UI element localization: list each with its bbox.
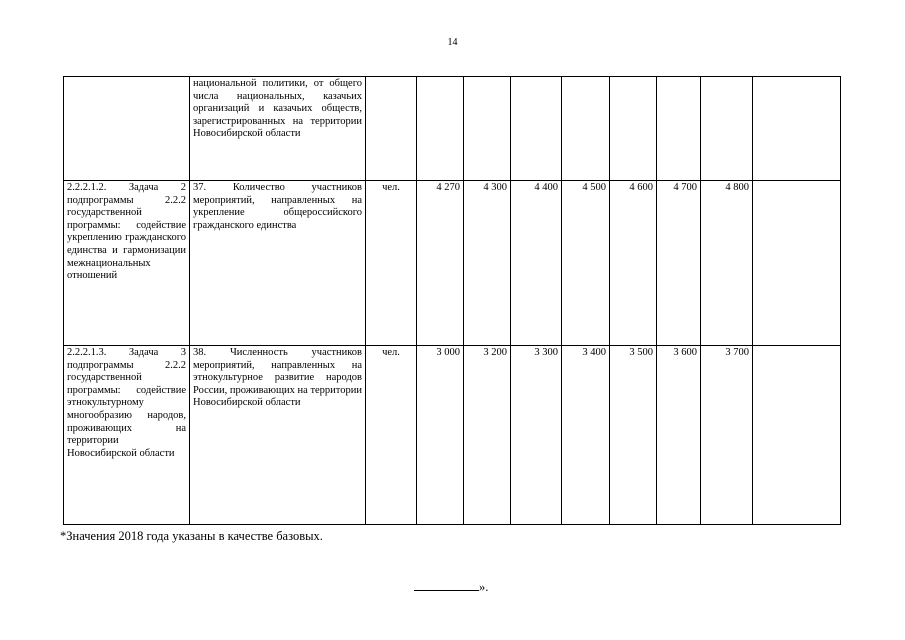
indicator-cell: 37. Количество участников мероприятий, направленных на укрепление общероссийского гражданского единства: [190, 181, 366, 346]
indicators-table: [63, 76, 841, 525]
value-cell: 4 500: [562, 181, 610, 346]
extra-cell: [753, 77, 841, 181]
value-cell: [464, 77, 511, 181]
value-cell: 4 300: [464, 181, 511, 346]
value-cell: 3 400: [562, 346, 610, 525]
value-cell: 3 500: [610, 346, 657, 525]
table-row: [64, 77, 841, 181]
footnote: *Значения 2018 года указаны в качестве базовых.: [60, 529, 323, 543]
task-cell: 2.2.2.1.2. Задача 2 подпрограммы 2.2.2 государственной программы: содействие укреплению гражданского единства и гармонизации межнациональных отношений: [64, 181, 190, 346]
value-cell: [417, 77, 464, 181]
underline-blank: [414, 580, 479, 591]
value-cell: 4 800: [701, 181, 753, 346]
extra-cell: [753, 346, 841, 525]
value-cell: [701, 77, 753, 181]
closing-mark: ».: [479, 580, 489, 594]
extra-cell: [753, 181, 841, 346]
indicator-cell: 38. Численность участников мероприятий, направленных на этнокультурное развитие народов России, проживающих на территории Новосибирской области: [190, 346, 366, 525]
table-row: [64, 181, 841, 346]
table-row: [64, 346, 841, 525]
task-cell: [64, 77, 190, 181]
value-cell: 4 400: [511, 181, 562, 346]
closing-line: [414, 580, 488, 595]
page-number: 14: [447, 37, 458, 48]
value-cell: [511, 77, 562, 181]
value-cell: 3 300: [511, 346, 562, 525]
task-cell: 2.2.2.1.3. Задача 3 подпрограммы 2.2.2 государственной программы: содействие этнокультурному многообразию народов, проживающих на территории Новосибирской области: [64, 346, 190, 525]
value-cell: 4 700: [657, 181, 701, 346]
unit-cell: чел.: [366, 181, 417, 346]
value-cell: 4 600: [610, 181, 657, 346]
value-cell: 4 270: [417, 181, 464, 346]
value-cell: 3 200: [464, 346, 511, 525]
unit-cell: [366, 77, 417, 181]
value-cell: [610, 77, 657, 181]
value-cell: [657, 77, 701, 181]
indicator-cell: национальной политики, от общего числа национальных, казачьих организаций и казачьих обществ, зарегистрированных на территории Новосибирской области: [190, 77, 366, 181]
unit-cell: чел.: [366, 346, 417, 525]
value-cell: [562, 77, 610, 181]
value-cell: 3 600: [657, 346, 701, 525]
value-cell: 3 700: [701, 346, 753, 525]
value-cell: 3 000: [417, 346, 464, 525]
